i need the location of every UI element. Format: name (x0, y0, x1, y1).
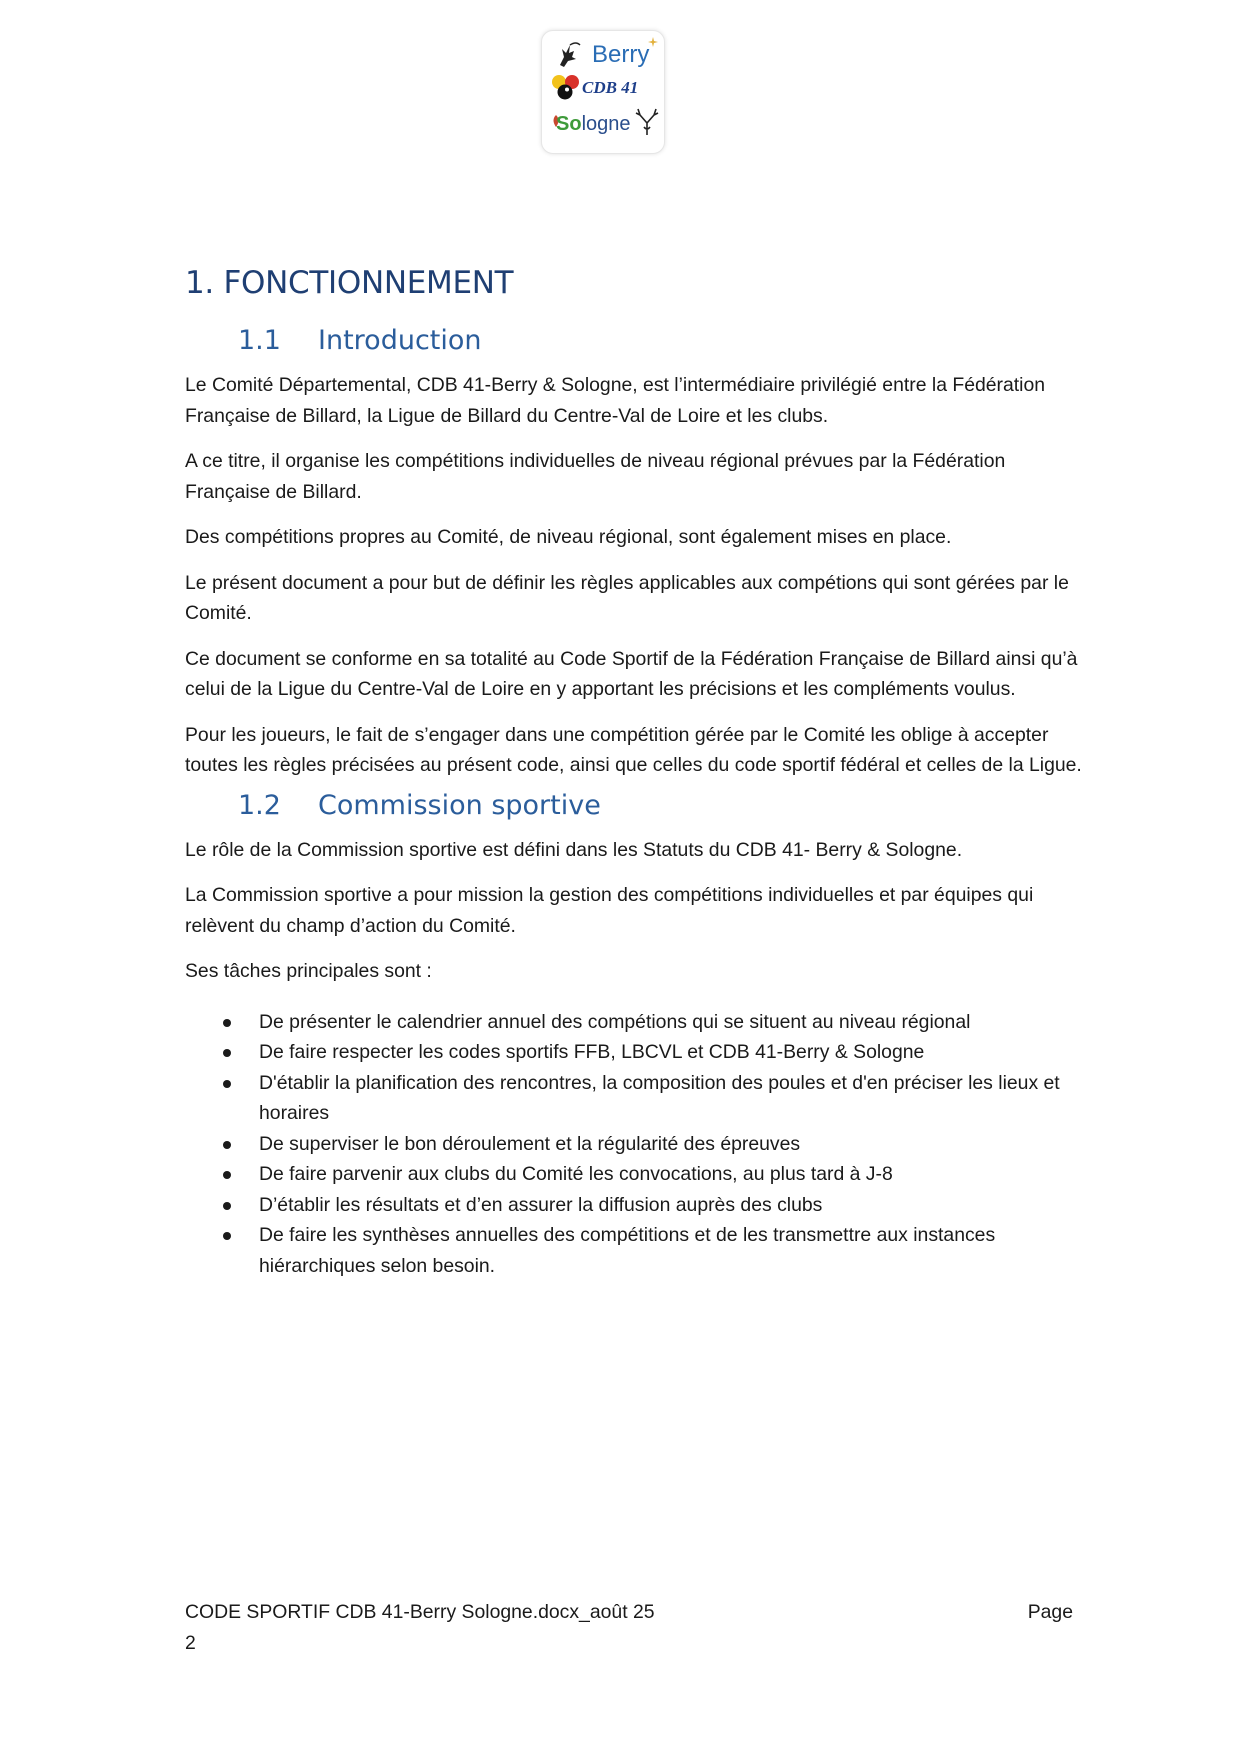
goat-icon (552, 39, 586, 73)
list-item-text: De présenter le calendrier annuel des compétions qui se situent au niveau régional (259, 1010, 971, 1033)
list-item (185, 1068, 1085, 1129)
list-item (185, 1159, 1085, 1190)
footer-page-number: 2 (185, 1632, 196, 1654)
footer-page-label: Page (1027, 1601, 1073, 1623)
paragraph: La Commission sportive a pour mission la gestion des compétitions individuelles et par équipes qui relèvent du champ d’action du Comité. (185, 884, 1034, 937)
sparkle-icon (648, 37, 658, 47)
list-item-text: D’établir les résultats et d’en assurer la diffusion auprès des clubs (259, 1193, 823, 1216)
logo-sologne-text (556, 113, 631, 136)
paragraph: Le Comité Départemental, CDB 41-Berry & Sologne, est l’intermédiaire privilégié entre la Fédération Française de Billard, la Ligue de Billard du Centre-Val de Loire et les clubs. (185, 374, 1046, 427)
logo-sologne-prefix: So (556, 113, 582, 135)
list-item-text: De faire respecter les codes sportifs FFB, LBCVL et CDB 41-Berry & Sologne (259, 1041, 925, 1063)
section-title: 1. FONCTIONNEMENT (185, 265, 514, 301)
subsection-title-commission (185, 787, 1085, 825)
bullet-icon (223, 1080, 231, 1088)
subsection-label: Introduction (318, 325, 482, 356)
subsection-number: 1.1 (238, 325, 281, 356)
subsection-title-introduction (185, 322, 1085, 360)
bullet-icon (223, 1171, 231, 1179)
subsection-label: Commission sportive (318, 789, 601, 821)
logo-cdb-text: CDB 41 (582, 78, 639, 97)
subsection-number: 1.2 (238, 789, 281, 821)
logo-berry-text: Berry (592, 41, 650, 68)
cdb41-logo (541, 30, 665, 154)
bullet-icon (223, 1202, 231, 1210)
deer-icon (634, 105, 660, 139)
logo-sologne-suffix: logne (581, 113, 631, 135)
bullet-icon (223, 1019, 231, 1027)
list-item (185, 1190, 1085, 1221)
paragraph: Le rôle de la Commission sportive est défini dans les Statuts du CDB 41- Berry & Sologne. (185, 838, 963, 861)
bullet-icon (223, 1232, 231, 1240)
list-item (185, 1037, 1085, 1068)
list-item (185, 1220, 1085, 1281)
list-item (185, 1129, 1085, 1160)
page-footer (185, 1597, 1073, 1659)
list-item (185, 1007, 1085, 1038)
paragraph: Ce document se conforme en sa totalité au Code Sportif de la Fédération Française de Billard ainsi qu’à celui de la Ligue du Centre-Val de Loire en y apportant les précisions et les compléments voulus. (185, 647, 1078, 700)
main-content (185, 262, 1085, 1281)
list-item-text: De superviser le bon déroulement et la régularité des épreuves (259, 1132, 801, 1155)
paragraph: Des compétitions propres au Comité, de niveau régional, sont également mises en place. (185, 526, 952, 548)
paragraph: Le présent document a pour but de définir les règles applicables aux compétions qui sont gérées par le Comité. (185, 571, 1069, 624)
list-item-text: De faire les synthèses annuelles des compétitions et de les transmettre aux instances hiérarchiques selon besoin. (259, 1224, 996, 1277)
paragraph: Ses tâches principales sont : (185, 960, 432, 982)
list-item-text: D'établir la planification des rencontres, la composition des poules et d'en préciser les lieux et horaires (259, 1071, 1060, 1124)
paragraph: Pour les joueurs, le fait de s’engager dans une compétition gérée par le Comité les oblige à accepter toutes les règles précisées au présent code, ainsi que celles du code sportif fédéral et celles de la Ligue. (185, 723, 1082, 776)
list-item-text: De faire parvenir aux clubs du Comité les convocations, au plus tard à J-8 (259, 1163, 893, 1185)
bullet-icon (223, 1049, 231, 1057)
billiard-balls-icon (550, 73, 582, 101)
paragraph: A ce titre, il organise les compétitions individuelles de niveau régional prévues par la Fédération Française de Billard. (185, 450, 1006, 503)
footer-document-name: CODE SPORTIF CDB 41-Berry Sologne.docx_août 25 (185, 1601, 655, 1623)
tasks-list (185, 1007, 1085, 1282)
bullet-icon (223, 1141, 231, 1149)
